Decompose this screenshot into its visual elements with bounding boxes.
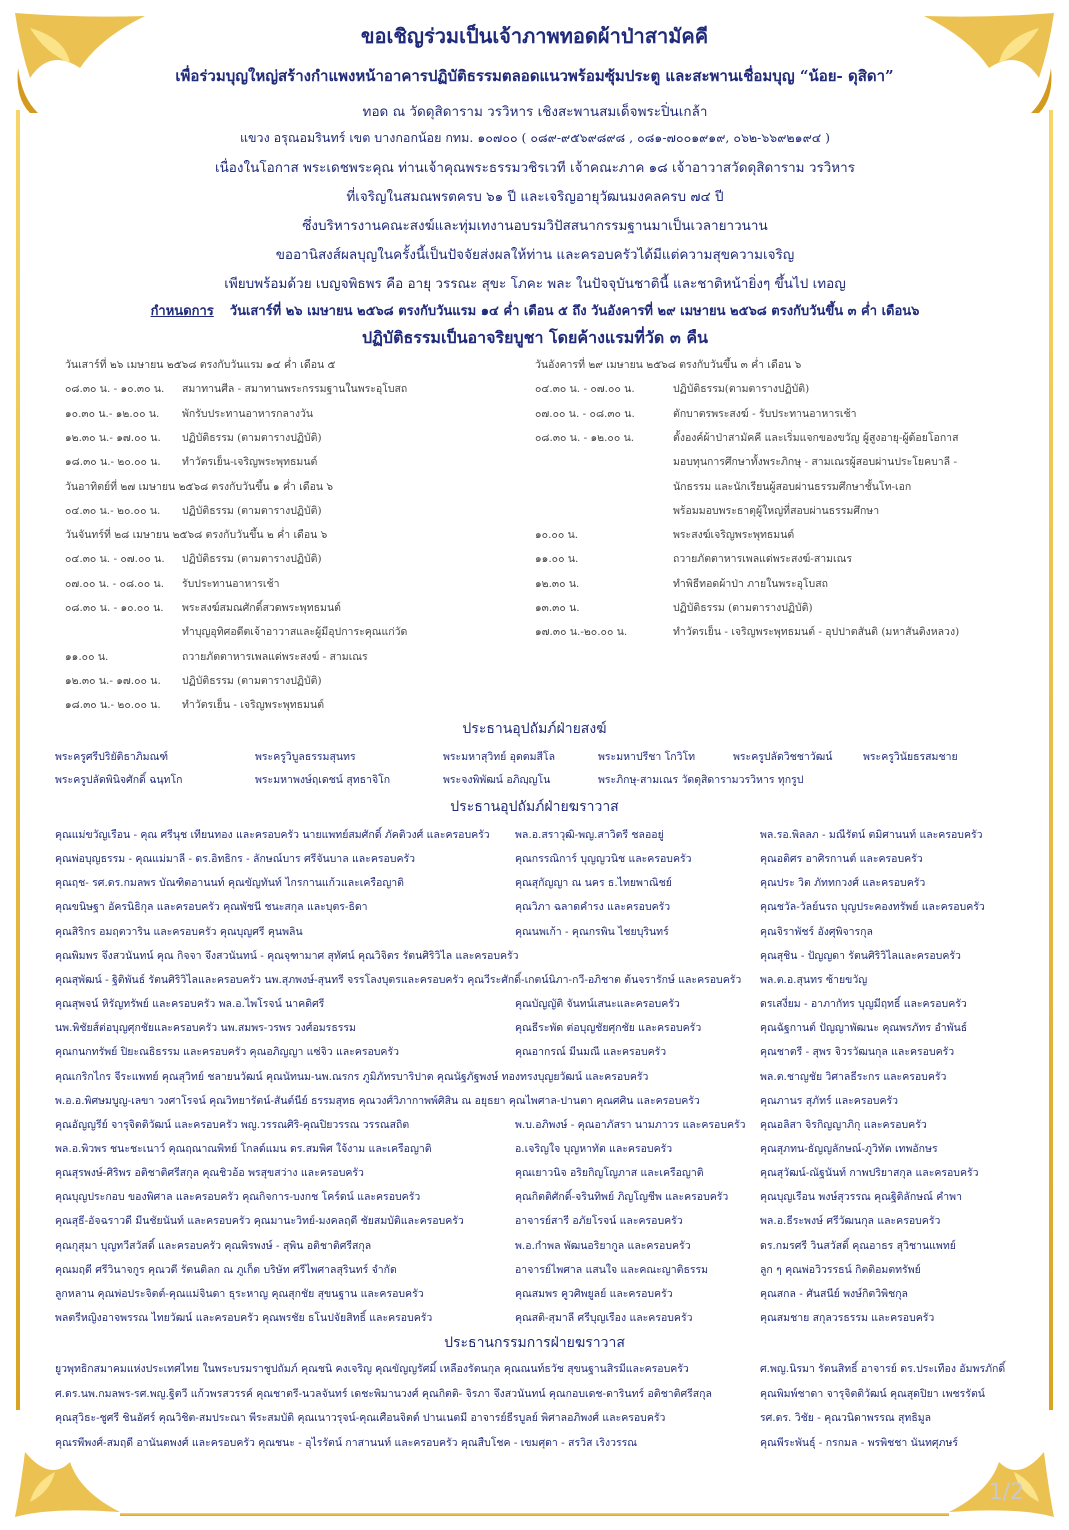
schedule-row [535,575,828,592]
patron-name: ลูก ๆ คุณพ่อวิวรรธน์ กิตติอมตทรัพย์ [760,1263,921,1276]
patron-name: คุณสุวัฒน์-ณัฐนันท์ กาพปริยาสกุล และครอบครัว [760,1167,979,1180]
patron-name: พระภิกษุ-สามเณร วัดดุสิดารามวรวิหาร ทุกรูป [598,774,804,786]
schedule-time: วันอาทิตย์ที่ ๒๗ เมษายน ๒๕๖๘ ตรงกับวันขึ้น ๑ ค่ำ เดือน ๖ [65,480,334,493]
patron-name: พ.อ.กำพล พัฒนอริยากูล และครอบครัว [515,1239,691,1252]
header-line: เนื่องในโอกาส พระเดชพระคุณ ท่านเจ้าคุณพระธรรมวชิรเวที เจ้าคณะภาค ๑๘ เจ้าอาวาสวัดดุสิดาราม วรวิหาร [214,160,856,176]
patron-name: พลตรีหญิงอาจพรรณ ไทยวัฒน์ และครอบครัว คุณพรชัย ธโนปจัยสิทธิ์ และครอบครัว [55,1312,433,1324]
schedule-row [535,599,813,616]
patron-name: ยูวพุทธิกสมาคมแห่งประเทศไทย ในพระบรมราชูปถัมภ์ คุณชนิ คงเจริญ คุณขัญญรัศมิ์ เหลืองรัตนกุล คุณณนท์ธวัช สุขนฐานสิรมีและครอบครัว [55,1363,689,1375]
patron-name: พ.บ.อภิพงษ์ - คุณอาภัสรา นามภาวร และครอบครัว [515,1118,746,1131]
patron-name: คุณฤช- รศ.ดร.กมลพร บัณฑิตอานนท์ คุณขัญทันท์ ไกรกานแก้วและเครือญาติ [55,877,404,890]
patron-name: คุณพิมพร จึงสวนันทน์ คุณ กิจจา จึงสวนันทน์ - คุณจุฑามาศ สุทัศน์ คุณวิจิตร รัตนศิริวิไล และครอบครัว [55,949,519,962]
schedule-row [535,623,959,640]
schedule-time: วันจันทร์ที่ ๒๘ เมษายน ๒๕๖๘ ตรงกับวันขึ้น ๒ ค่ำ เดือน ๖ [65,529,328,542]
header-line: ขออานิสงส์ผลบุญในครั้งนี้เป็นปัจจัยส่งผลให้ท่าน และครอบครัวได้มีแต่ความสุขความเจริญ [275,247,795,263]
patron-name: คุณสุภทน-ธัญญลักษณ์-ภูวิทัต เทพอักษร [760,1142,938,1155]
patron-name: พระจงพิพัฒน์ อภิญฺญโน [443,774,551,786]
patron-name: คุณธีระพัด ต่อบุญชัยศุกชัย และครอบครัว [515,1022,702,1035]
schedule-activity: พร้อมมอบพระธาตุผู้ใหญ่ที่สอบผ่านธรรมศึกษา [673,504,880,517]
patron-name: ลูกหลาน คุณพ่อประจิตต์-คุณแม่จินดา ธุระหาญ คุณสุกชัย สุขนฐาน และครอบครัว [55,1287,424,1300]
patron-name: ดรเสงี่ยม - อาภากัทร บุญมีฤทธิ์ และครอบครัว [760,998,967,1011]
patron-name: คุณสกล - ศันสนีย์ พงษ์กิตวิพิชกุล [760,1287,908,1300]
header-line: แขวง อรุณอมรินทร์ เขต บางกอกน้อย กทม. ๑๐๗๐๐ ( ๐๘๙-๙๕๖๙๘๙๘ , ๐๘๑-๗๐๐๑๙๑๙, ๐๖๒-๖๖๙๒๑๙๔ ) [239,130,831,145]
patron-name: คุณขนิษฐา อัครนิธิกุล และครอบครัว คุณพัชนี ชนะสกุล และบุตร-ธิดา [55,901,368,914]
patron-name: คุณพีระพันธุ์ - กรกมล - พรพิชชา นันทศุภษร์ [760,1436,959,1449]
schedule-activity: ตั้งองค์ผ้าป่าสามัคคี และเริ่มแจกของขวัญ ผู้สูงอายุ-ผู้ด้อยโอกาส [673,431,959,444]
patron-name: รศ.ดร. วิชัย - คุณวนิดาพรรณ สุทธิมูล [760,1412,932,1424]
schedule-time: วันเสาร์ที่ ๒๖ เมษายน ๒๕๖๘ ตรงกับวันแรม ๑๔ ค่ำ เดือน ๕ [65,359,336,371]
patron-name: คุณสติ-สุมาลี ศรีบุญเรือง และครอบครัว [515,1312,693,1324]
schedule-activity: ทำบุญอุทิศอดีตเจ้าอาวาสและผู้มีอุปการะคุณแก่วัด [182,626,408,639]
corner-ornament-bottom-left-icon [10,1412,130,1522]
schedule-time: ๑๑.๐๐ น. [535,553,579,566]
patron-name: คุณอติศร อาศิรกานต์ และครอบครัว [760,853,923,866]
patron-name: ดร.กมรศรี วินสวัสดิ์ คุณอาธร สุวิชานแพทย์ [760,1239,956,1252]
schedule-activity: สมาทานศีล - สมาทานพระกรรมฐานในพระอุโบสถ [182,383,408,396]
schedule-activity: ปฏิบัติธรรม (ตามตารางปฏิบัติ) [182,674,322,687]
schedule-activity: ปฏิบัติธรรม (ตามตารางปฏิบัติ) [182,553,322,566]
patron-name: คุณชวัล-วัลย์นรถ บุญประคองทรัพย์ และครอบครัว [760,901,985,914]
patron-name: พระมหาพงษ์ฤเดชน์ สุทธาจิโก [255,774,391,786]
schedule-activity: ถวายภัตตาหารเพลแด่พระสงฆ์ - สามเณร [182,650,368,663]
patron-name: คุณสมชาย สกุลวรธรรม และครอบครัว [760,1312,935,1324]
patron-name: คุณกนกทรัพย์ ปิยะณธิธรรม และครอบครัว คุณอภิญญา แซ่จิว และครอบครัว [55,1046,399,1059]
schedule-row [65,550,322,567]
schedule-row [65,429,322,446]
patron-name: คุณเกริกไกร จีระแพทย์ คุณสุวิทย์ ชลายนวัฒน์ คุณนัทนม-นพ.ณรกร ภูมิภัทรบาริปาต คุณนัฐภัฐพงษ์ ทองทรงบุญยวัฒน์ และครอบครัว [55,1070,649,1083]
schedule-row [65,599,341,616]
patron-name: พระครูปลัดวิชชาวัฒน์ [733,751,833,763]
patron-name: คุณสุวิธะ-ชูศรี ชินอัศร์ คุณวิชิต-สมประณา พีระสมบัติ คุณเนาวรุจน์-คุณเศือนจิตต์ ปานเนตมี อาจารย์ธีรบูลย์ พิศาลอภิพงศ์ และครอบครัว [55,1412,666,1424]
schedule-row [535,405,856,422]
border-left [16,110,20,1410]
patron-name: คุณกิตติศักดิ์-จรินทิพย์ ภิญโญชีพ และครอบครัว [515,1191,729,1204]
patron-name: คุณสุกัญญา ณ นคร ธ.ไทยพาณิชย์ [515,877,672,890]
schedule-time: ๐๘.๓๐ น. - ๑๐.๐๐ น. [65,602,164,614]
schedule-time: ๑๐.๓๐ น.- ๑๒.๐๐ น. [65,407,160,420]
patron-name: คุณชาตรี - สุพร จิวรวัฒนกุล และครอบครัว [760,1046,955,1059]
patron-name: คุณสิริกร อมฤตวาริน และครอบครัว คุณบุญศรี คุนพลิน [55,925,303,938]
patron-name: คุณภานร สุภัทร์ และครอบครัว [760,1094,899,1107]
schedule-time: ๑๗.๓๐ น.-๒๐.๐๐ น. [535,626,628,639]
patron-name: พล.ต.อ.สุนทร ซ้ายขวัญ [760,973,868,986]
patron-name: ศ.พญ.นิรมา รัตนสิทธิ์ อาจารย์ ดร.ประเทือง อัมพรภักดิ์ [760,1363,1006,1375]
schedule-activity: ทำวัตรเย็น-เจริญพระพุทธมนต์ [182,456,318,469]
schedule-activity: พระสงฆ์เจริญพระพุทธมนต์ [673,529,795,542]
patron-name: คุณนพเก้า - คุณกรพิน ไชยบุรินทร์ [515,925,669,938]
schedule-row [65,405,313,422]
patron-name: คุณอลิสา จิรกิญญาภิกุ และครอบครัว [760,1118,927,1131]
patron-name: คุณพิมพ์ชาดา จารุจิตติวัฒน์ คุณสุดปิยา เพชรรัตน์ [760,1387,985,1400]
schedule-row [65,380,407,397]
patron-name: คุณมฤดี ศรีวินาจกูร คุณวดี รัตนดิลก ณ ภูเก็ต บริษัท ศรีไพศาลสุรินทร์ จำกัด [55,1263,397,1276]
patron-name: คุณเยาวนิจ อริยกิญโญภาส และเครือญาติ [515,1167,704,1180]
schedule-activity: รับประทานอาหารเช้า [182,577,280,590]
schedule-activity: นักธรรม และนักเรียนผู้สอบผ่านธรรมศึกษาชั้นโท-เอก [673,480,912,493]
patron-name: พระมหาปรีชา โกวิโท [598,751,696,763]
patron-name: อ.เจริญใจ บุญหาทัต และครอบครัว [515,1142,673,1155]
patron-name: คุณรพีพงศ์-สมฤดี อานันตพงศ์ และครอบครัว คุณชนะ - อุไรรัตน์ กาสานนท์ และครอบครัว คุณสืบโชค - เขมศุดา - สรวิส เริงวรรณ [55,1436,638,1449]
schedule-activity: ตักบาตรพระสงฆ์ - รับประทานอาหารเช้า [673,407,857,420]
schedule-time: ๐๔.๓๐ น. - ๐๗.๐๐ น. [65,553,165,566]
patron-name: คุณสุรพงษ์-ศิริพร อติชาติศรีสกุล คุณชิวอ้อ พรสุขสว่าง และครอบครัว [55,1167,364,1180]
schedule-row [65,526,327,543]
patron-name: คุณบุญเรือน พงษ์สุวรรณ คุณฐิติลักษณ์ คำพา [760,1191,962,1204]
patron-name: พล.อ.สราวุฒิ-พญ.สาวิตรี ชลออยู่ [515,829,664,841]
schedule-time: ๐๘.๓๐ น. - ๑๒.๐๐ น. [535,431,635,444]
corner-ornament-bottom-right-icon [939,1412,1059,1522]
patron-name: คุณสุพจน์ หิรัญทรัพย์ และครอบครัว พล.อ.ไพโรจน์ นาคดิศรี [55,998,325,1011]
patron-name: พล.อ.ธีระพงษ์ ศรีวัฒนกุล และครอบครัว [760,1215,941,1228]
patron-name: คุณจิราพัชร์ อังศุพิจารกุล [760,925,873,938]
schedule-activity: ทำวัตรเย็น - เจริญพระพุทธมนต์ - อุปปาตสันติ (มหาสันติงหลวง) [673,626,960,639]
schedule-row [535,429,959,446]
schedule-row [535,478,911,495]
border-right [1049,110,1053,1410]
border-bottom [120,1513,949,1516]
patron-name: คุณอากรณ์ มีนมณี และครอบครัว [515,1046,667,1059]
schedule-row [65,502,322,519]
patron-name: คุณสุธี-อัจฉราวดี มีนชัยนันท์ และครอบครัว คุณมานะวิทย์-มงคลฤดี ชัยสมบัติและครอบครัว [55,1215,464,1228]
section-title: ประธานกรรมการฝ่ายฆราวาส [444,1335,625,1351]
patron-name: คุณฉัฐกานต์ ปัญญาพัฒนะ คุณพรภัทร อำพันธ์ [760,1022,968,1035]
schedule-row [535,502,879,519]
schedule-row [65,696,324,713]
patron-name: คุณสุชิน - ปัญญดา รัตนศิริวิไลและครอบครัว [760,949,961,962]
header-line: เพียบพร้อมด้วย เบญจพิธพร คือ อายุ วรรณะ สุขะ โภคะ พละ ในปัจจุบันชาตินี้ และชาติหน้ายิ่งๆ ขึ้นไป เทอญ [224,276,846,292]
schedule-row [65,672,322,689]
schedule-activity: พระสงฆ์สมณศักดิ์สวดพระพุทธมนต์ [182,602,341,614]
patron-name: คุณกุสุมา บุญทวีสวัสดิ์ และครอบครัว คุณพิรพงษ์ - สุพิน อติชาติศรีสกุล [55,1239,372,1252]
header-line: ซึ่งบริหารงานคณะสงฆ์และทุ่มเทงานอบรมวิปัสสนากรรมฐานมาเป็นเวลายาวนาน [302,218,768,234]
schedule-row [535,550,852,567]
schedule-activity: ปฏิบัติธรรม (ตามตารางปฏิบัติ) [673,602,813,614]
patron-name: พระครูปลัดพินิจศักดิ์ ฉนฺทโก [55,774,183,786]
header-line: ทอด ณ วัดดุสิดาราม วรวิหาร เชิงสะพานสมเด็จพระปิ่นเกล้า [362,104,708,120]
schedule-activity: ทำพิธีทอดผ้าป่า ภายในพระอุโบสถ [673,577,828,590]
schedule-row [535,453,957,470]
patron-name: พระครูวิบูลธรรมสุนทร [255,751,356,763]
section-title: ประธานอุปถัมภ์ฝ่ายฆราวาส [450,799,619,815]
schedule-row [535,526,794,543]
schedule-row [65,623,407,640]
schedule-row [65,575,280,592]
patron-name: คุณสุพัฒน์ - ฐิติพันธ์ รัตนศิริวิไลและครอบครัว นพ.สุภพงษ์-สุนทรี จรรโลงบุตรและครอบครัว คุณวีระศักดิ์-เกตน์นิภา-กวี-อภิชาต ต้นจรารักษ์ และครอบครัว [55,973,742,986]
schedule-time: ๑๒.๓๐ น. [535,577,580,590]
practice-heading: ปฏิบัติธรรมเป็นอาจริยบูชา โดยค้างแรมที่วัด ๓ คืน [362,328,708,347]
schedule-activity: ทำวัตรเย็น - เจริญพระพุทธมนต์ [182,699,325,712]
patron-name: คุณกรรณิการ์ บุญญวนิช และครอบครัว [515,853,692,866]
schedule-time: ๑๒.๓๐ น.- ๑๗.๐๐ น. [65,674,161,687]
patron-name: พระครูศรีปริยัติธาภิมณฑ์ [55,751,169,763]
page-title: ขอเชิญร่วมเป็นเจ้าภาพทอดผ้าป่าสามัคคี [360,24,709,48]
schedule-row [535,356,801,373]
schedule-row [65,648,368,665]
patron-name: คุณวิภา ฉลาดคำรง และครอบครัว [515,901,671,914]
schedule-line [60,300,1010,321]
patron-name: พล.รอ.พิลลภ - มณีรัตน์ ตมิศานนท์ และครอบครัว [760,829,983,841]
schedule-activity: มอบทุนการศึกษาทั้งพระภิกษุ - สามเณรผู้สอบผ่านประโยคบาลี - [673,456,957,469]
section-title: ประธานอุปถัมภ์ฝ่ายสงฆ์ [462,721,607,737]
patron-name: คุณแม่ขวัญเรือน - คุณ ศรีนุช เทียนทอง และครอบครัว นายแพทย์สมศักดิ์ ภัคติวงศ์ และครอบครัว [55,829,490,841]
schedule-time: วันอังคารที่ ๒๙ เมษายน ๒๕๖๘ ตรงกับวันขึ้น ๓ ค่ำ เดือน ๖ [535,359,802,371]
patron-name: ศ.ดร.นพ.กมลพร-รศ.พญ.ฐิตวี แก้วพรสวรรค์ คุณชาตรี-นวลจันทร์ เดชะพิมานวงศ์ คุณกิตติ- จิรภา จึงสวนันทน์ คุณกอบเดช-ดารินทร์ อติชาติศรีสกุล [55,1387,712,1400]
schedule-activity: ปฏิบัติธรรม(ตามตารางปฏิบัติ) [673,383,810,396]
patron-name: อาจารย์สารี อภัยโรจน์ และครอบครัว [515,1215,683,1228]
schedule-text: วันเสาร์ที่ ๒๖ เมษายน ๒๕๖๘ ตรงกับวันแรม ๑๔ ค่ำ เดือน ๕ ถึง วันอังคารที่ ๒๙ เมษายน ๒๕๖๘ ตรงกับวันขึ้น ๓ ค่ำ เดือน๖ [229,304,920,319]
schedule-label[interactable]: กำหนดการ [150,304,214,319]
schedule-time: ๐๔.๓๐ น.- ๒๐.๐๐ น. [65,504,161,517]
schedule-activity: พักรับประทานอาหารกลางวัน [182,407,314,420]
schedule-row [65,478,333,495]
patron-name: พล.ต.ชาญชัย วิศาลธีระกร และครอบครัว [760,1070,947,1083]
schedule-time: ๑๘.๓๐ น.- ๒๐.๐๐ น. [65,699,161,712]
patron-name: คุณอัญญรีย์ จารุจิตติวัฒน์ และครอบครัว พญ.วรรณศิริ-คุณปิยวรรณ วรรณสถิต [55,1118,410,1131]
schedule-activity: ปฏิบัติธรรม (ตามตารางปฏิบัติ) [182,504,322,517]
schedule-row [535,380,809,397]
header-line: ที่เจริญในสมณพรตครบ ๖๑ ปี และเจริญอายุวัฒนมงคลครบ ๗๔ ปี [346,189,724,205]
patron-name: คุณพ่อบุญธรรม - คุณแม่มาลี - ดร.อิทธิกร - ลักษณ์บาร ศรีจันบาล และครอบครัว [55,853,416,866]
schedule-time: ๐๗.๐๐ น. - ๐๘.๓๐ น. [535,407,635,420]
patron-name: พล.อ.พิวพร ชนะชะเนาว์ คุณฤณาณพิทย์ โกลด์แมน ดร.สมพิศ ใจ้งาม และเครือญาติ [55,1142,432,1155]
page-subtitle: เพื่อร่วมบุญใหญ่สร้างกำแพงหน้าอาคารปฏิบัติธรรมตลอดแนวพร้อมซุ้มประตู และสะพานเชื่อมบุญ “น้อย- ดุสิดา” [175,67,894,85]
patron-name: คุณสมพร คูวศิพยูลย์ และครอบครัว [515,1287,673,1300]
schedule-time: ๑๐.๐๐ น. [535,529,579,542]
patron-name: พระครูวินัยธรสมชาย [863,751,958,763]
patron-name: พ.อ.อ.พิศษมบูญ-เลขา วงศาโรจน์ คุณวิทยารัตน์-สันต์นีย์ ธรรมสุทธ คุณวงศ์วิภากาพพ์ศิสิน ณ อยุธยา คุณไพศาล-ปานตา คุณศศิน และครอบครัว [55,1094,700,1107]
schedule-time: ๑๓.๓๐ น. [535,602,580,614]
schedule-time: ๐๗.๐๐ น. - ๐๘.๐๐ น. [65,577,165,590]
schedule-activity: ถวายภัตตาหารเพลแด่พระสงฆ์-สามเณร [673,553,853,566]
schedule-time: ๑๘.๓๐ น.- ๒๐.๐๐ น. [65,456,161,469]
patron-name: อาจารย์ไพศาล แสนใจ และคณะญาติธรรม [515,1263,709,1276]
schedule-time: ๑๑.๐๐ น. [65,650,109,663]
patron-name: คุณบุญประกอบ ของพิศาล และครอบครัว คุณกิจการ-บงกช โคร์ดน์ และครอบครัว [55,1191,421,1204]
schedule-time: ๐๔.๓๐ น. - ๐๗.๐๐ น. [535,383,635,396]
patron-name: คุณบัญญัติ จันทน์เสนะและครอบครัว [515,998,680,1011]
schedule-activity: ปฏิบัติธรรม (ตามตารางปฏิบัติ) [182,431,322,444]
patron-name: คุณประ วิต ภัททกวงศ์ และครอบครัว [760,877,926,890]
schedule-time: ๐๘.๓๐ น. - ๑๐.๓๐ น. [65,383,165,396]
schedule-row [65,356,336,373]
schedule-time: ๑๒.๓๐ น.- ๑๗.๐๐ น. [65,431,161,444]
patron-name: พระมหาสุวิทย์ อุดตมสีโล [443,751,556,763]
page-number: 1/2 [988,1480,1024,1505]
patron-name: นพ.พิชัยส์ต่อบุญศุกชัยและครอบครัว นพ.สมพร-วรพร วงศ์อมรธรรม [55,1022,356,1035]
schedule-row [65,453,317,470]
